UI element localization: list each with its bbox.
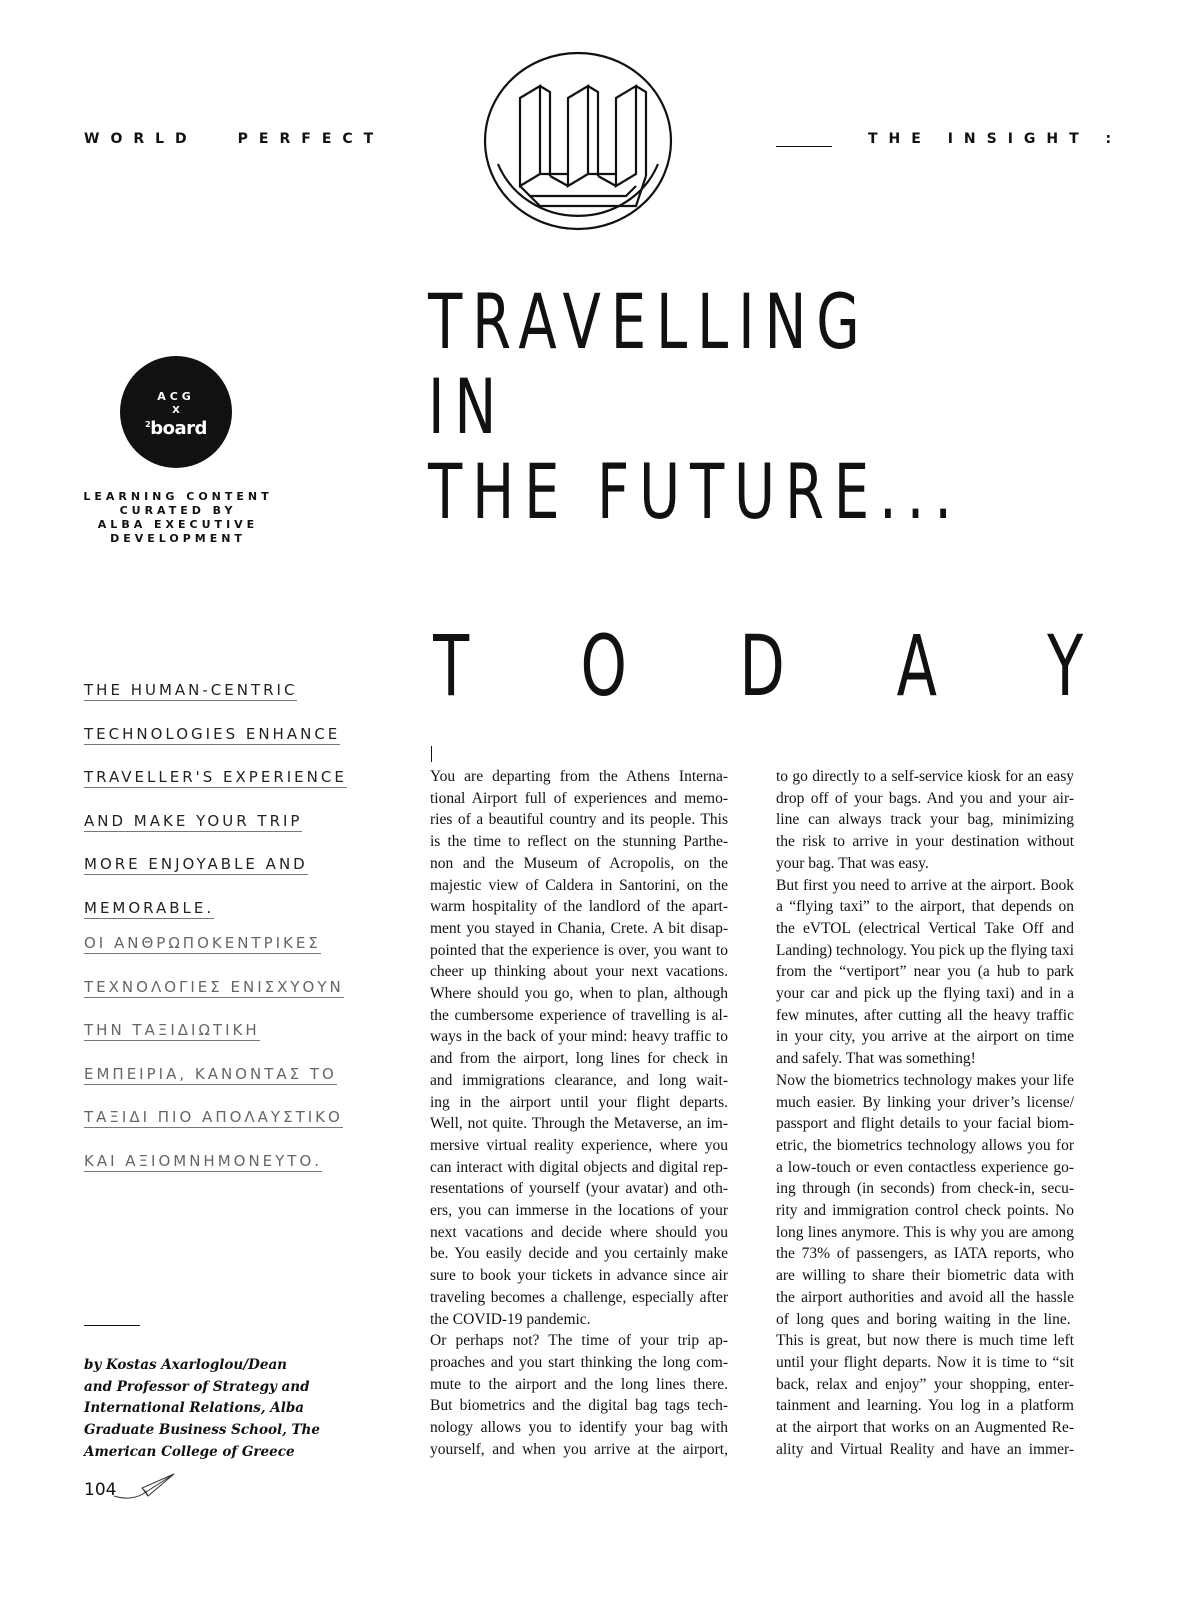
body-text-line: You are departing from the Athens Interna- bbox=[430, 768, 728, 785]
today-heading bbox=[428, 617, 1088, 715]
body-text-line: your bag. That was easy. bbox=[776, 854, 929, 872]
body-text-line: and safely. That was something! bbox=[776, 1050, 976, 1068]
body-text-line: pointed that the experience is over, you want to bbox=[430, 941, 728, 959]
pull-quote-greek-line: ΤΑΞΙΔΙ ΠΙΟ ΑΠΟΛΑΥΣΤΙΚΟ bbox=[84, 1108, 343, 1127]
curated-line: ALBA EXECUTIVE bbox=[97, 518, 259, 531]
body-text-line: resentations of yourself (your avatar) and oth- bbox=[430, 1180, 728, 1198]
header-section-insight: THE INSIGHT : bbox=[868, 131, 1123, 147]
body-text-line: long lines anymore. This is why you are among bbox=[776, 1223, 1074, 1241]
body-text-line: mersive virtual reality experience, where you bbox=[430, 1136, 728, 1154]
body-text-line: ways in the back of your mind: heavy traffic to bbox=[430, 1028, 728, 1046]
body-column-1 bbox=[430, 766, 728, 1461]
author-line: American College of Greece bbox=[84, 1443, 295, 1460]
body-text-line: But biometrics and the digital bag tags tech- bbox=[430, 1397, 728, 1415]
body-text-line: ing in the airport until your flight departs. bbox=[430, 1093, 728, 1111]
body-text-line: drop off of your bags. And you and your air- bbox=[776, 789, 1074, 807]
body-text-line: from the “vertiport” near you (a hub to park bbox=[776, 963, 1074, 981]
body-text-line: Now the biometrics technology makes your life bbox=[776, 1071, 1074, 1089]
body-text-line: tainment and learning. You log in a platform bbox=[776, 1397, 1074, 1415]
body-text-line: ers, you can immerse in the locations of your bbox=[430, 1202, 728, 1220]
acg-2board-badge bbox=[120, 356, 232, 468]
body-text-line: is the time to reflect on the stunning Parthe- bbox=[430, 833, 728, 851]
badge-line: X bbox=[172, 405, 180, 416]
body-text-line: of long ques and boring waiting in the line. bbox=[776, 1310, 1071, 1328]
author-line: Graduate Business School, The bbox=[84, 1422, 320, 1439]
header-section-label bbox=[84, 131, 384, 147]
body-text-line: etric, the biometrics technology allows you for bbox=[776, 1136, 1074, 1154]
body-text-line: non and the Museum of Acropolis, on the bbox=[430, 854, 728, 872]
body-text-line: traveling becomes a challenge, especially after bbox=[430, 1288, 728, 1306]
text-cursor-mark bbox=[431, 746, 432, 762]
body-text-line: This is great, but now there is much time left bbox=[776, 1332, 1074, 1350]
body-text-line: and from the airport, long lines for check in bbox=[430, 1050, 728, 1068]
body-text-line: ality and Virtual Reality and have an immer- bbox=[776, 1440, 1074, 1458]
pull-quote-line: TECHNOLOGIES ENHANCE bbox=[84, 724, 341, 743]
body-text-line: Where should you go, when to plan, although bbox=[430, 985, 728, 1003]
author-byline bbox=[84, 1355, 320, 1464]
body-text-line: tional Airport full of experiences and memo- bbox=[430, 789, 728, 807]
body-text-line: majestic view of Caldera in Santorini, on the bbox=[430, 876, 728, 894]
article-title-line: TRAVELLING bbox=[428, 277, 870, 366]
pull-quote-line: MORE ENJOYABLE AND bbox=[84, 855, 308, 874]
today-letter: A bbox=[896, 617, 937, 715]
page-number: 104 bbox=[84, 1480, 117, 1500]
today-letter: D bbox=[739, 617, 785, 715]
header-word: WORLD bbox=[84, 131, 198, 147]
body-text-line: the risk to arrive in your destination without bbox=[776, 833, 1074, 851]
body-text-line: back, relax and enjoy” your shopping, enter- bbox=[776, 1375, 1074, 1393]
pull-quote-line: THE HUMAN-CENTRIC bbox=[84, 681, 298, 699]
pull-quote-line: TRAVELLER'S EXPERIENCE bbox=[84, 768, 347, 787]
body-text-line: sure to book your tickets in advance since air bbox=[430, 1267, 728, 1285]
badge-brand-digit: 2 bbox=[145, 420, 151, 429]
pull-quote bbox=[84, 680, 384, 1195]
body-text-line: yourself, and when you arrive at the airport, bbox=[430, 1440, 728, 1458]
body-text-line: few minutes, after cutting all the heavy traffic bbox=[776, 1006, 1074, 1024]
w-monogram-logo-icon bbox=[478, 46, 678, 236]
body-text-line: warm hospitality of the landlord of the apart- bbox=[430, 898, 728, 916]
pull-quote-line: AND MAKE YOUR TRIP bbox=[84, 811, 303, 830]
body-text-line: passport and flight details to your facial biom- bbox=[776, 1115, 1074, 1133]
author-line: and Professor of Strategy and bbox=[84, 1378, 310, 1395]
author-line: International Relations, Alba bbox=[84, 1400, 305, 1417]
pull-quote-greek-line: ΚΑΙ ΑΞΙΟΜΝΗΜΟΝΕΥΤΟ. bbox=[84, 1151, 323, 1170]
author-divider bbox=[84, 1325, 140, 1326]
body-text-line: line can always track your bag, minimizing bbox=[776, 811, 1074, 829]
curated-line: CURATED BY bbox=[119, 504, 237, 517]
body-text-line: Landing) technology. You pick up the flying taxi bbox=[776, 941, 1074, 959]
header-word: PERFECT bbox=[237, 131, 385, 147]
body-text-line: and immigrations clearance, and long wait- bbox=[430, 1071, 728, 1089]
curated-line: DEVELOPMENT bbox=[110, 532, 246, 545]
body-text-line: in your city, you arrive at the airport on time bbox=[776, 1028, 1074, 1046]
body-text-line: the eVTOL (electrical Vertical Take Off and bbox=[776, 919, 1074, 937]
body-text-line: nology allows you to identify your bag with bbox=[430, 1419, 728, 1437]
body-text-line: be. You easily decide and you certainly make bbox=[430, 1245, 728, 1263]
body-text-line: the 73% of passengers, as IATA reports, who bbox=[776, 1245, 1074, 1263]
article-title-line: IN bbox=[428, 362, 507, 451]
body-text-line: ment you stayed in Chania, Crete. A bit disap- bbox=[430, 919, 728, 937]
pull-quote-greek-line: ΕΜΠΕΙΡΙΑ, ΚΑΝΟΝΤΑΣ ΤΟ bbox=[84, 1064, 337, 1083]
body-text-line: ing through (in seconds) from check-in, secu- bbox=[776, 1180, 1074, 1198]
body-text-line: the COVID-19 pandemic. bbox=[430, 1310, 591, 1328]
body-text-line: next vacations and decide where should you bbox=[430, 1223, 728, 1241]
body-text-line: until your flight departs. Now it is time to “sit bbox=[776, 1353, 1074, 1371]
body-text-line: are willing to share their biometric data with bbox=[776, 1267, 1074, 1285]
badge-brand-name: board bbox=[150, 418, 207, 439]
body-text-line: Well, not quite. Through the Metaverse, an im- bbox=[430, 1115, 728, 1133]
body-text-line: cheer up thinking about your next vacations. bbox=[430, 963, 728, 981]
body-text-line: mute to the airport and the long lines there. bbox=[430, 1375, 728, 1393]
badge-line: ACG bbox=[157, 390, 195, 403]
author-line: by Kostas Axarloglou/Dean bbox=[84, 1357, 288, 1373]
curated-line: LEARNING CONTENT bbox=[83, 490, 273, 503]
body-text-line: your car and pick up the flying taxi) and in a bbox=[776, 985, 1074, 1003]
body-text-line: rity and immigration control check points. No bbox=[776, 1202, 1074, 1220]
header-divider bbox=[776, 146, 832, 147]
today-letter: Y bbox=[1046, 617, 1083, 715]
body-text-line: But first you need to arrive at the airport. Book bbox=[776, 876, 1074, 894]
body-text-line: the airport authorities and avoid all the hassle bbox=[776, 1288, 1074, 1306]
body-text-line: at the airport that works on an Augmented Re- bbox=[776, 1419, 1074, 1437]
curated-by-label bbox=[78, 490, 278, 546]
body-text-line: proaches and you start thinking the long com- bbox=[430, 1353, 728, 1371]
paper-plane-icon bbox=[112, 1470, 176, 1504]
body-text-line: a “flying taxi” to the airport, that depends on bbox=[776, 898, 1074, 916]
body-text-line: Or perhaps not? The time of your trip ap- bbox=[430, 1332, 728, 1350]
body-column-2 bbox=[776, 766, 1074, 1461]
pull-quote-greek-line: ΤΗΝ ΤΑΞΙΔΙΩΤΙΚΗ bbox=[84, 1021, 260, 1040]
pull-quote-line: MEMORABLE. bbox=[84, 898, 215, 917]
body-text-line: the cumbersome experience of travelling is al- bbox=[430, 1006, 728, 1024]
body-text-line: much easier. By linking your driver’s license/ bbox=[776, 1093, 1074, 1111]
pull-quote-greek-line: ΟΙ ΑΝΘΡΩΠΟΚΕΝΤΡΙΚΕΣ bbox=[84, 933, 321, 952]
article-title-line: THE FUTURE... bbox=[428, 447, 962, 536]
body-text-line: to go directly to a self-service kiosk for an easy bbox=[776, 768, 1074, 785]
body-text-line: can interact with digital objects and digital rep- bbox=[430, 1158, 728, 1176]
pull-quote-greek-line: ΤΕΧΝΟΛΟΓΙΕΣ ΕΝΙΣΧΥΟΥΝ bbox=[84, 977, 344, 996]
today-letter: T bbox=[433, 617, 470, 715]
today-letter: O bbox=[580, 617, 627, 715]
badge-brand bbox=[120, 418, 232, 439]
body-text-line: ries of a beautiful country and its people. This bbox=[430, 811, 728, 829]
body-text-line: a low-touch or even contactless experience go- bbox=[776, 1158, 1074, 1176]
